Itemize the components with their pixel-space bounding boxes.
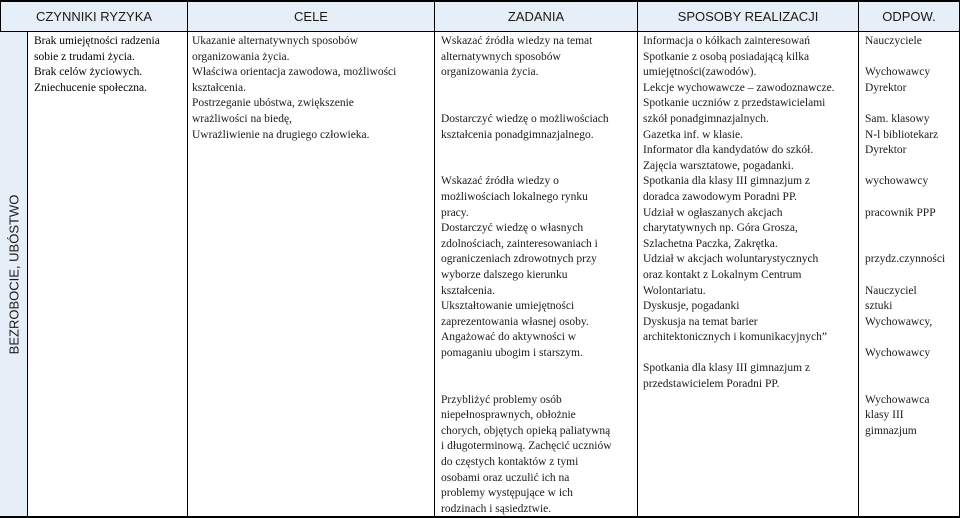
col-border-2 xyxy=(187,0,188,518)
czynniki-cell: Brak umiejętności radzenia sobie z trudami życia. Brak celów życiowych. Zniechucenie społeczna. xyxy=(34,35,160,94)
sposoby-cell: Informacja o kółkach zainteresowań Spotkanie z osobą posiadającą kilka umiejętności(zawodów). Lekcje wychowawcze – zawodoznawcze. Spotkanie uczniów z przedstawicielami szkół ponadgimnazjalnych. Gazetka inf. w klasie. Informator dla kandydatów do szkół. Zajęcia warsztatowe, pogadanki. Spotkania dla klasy III gimnazjum z doradca zawodowym Poradni PP. Udział w ogłaszanych akcjach charytatywnych np. Góra Grosza, Szlachetna Paczka, Zakrętka. Udział w akcjach woluntarystycznych oraz kontakt z Lokalnym Centrum Wolontariatu. Dyskusje, pogadanki Dyskusja na temat barier architektonicznych i komunikacyjnych” Spotkania dla klasy III gimnazjum z przedstawicielem Poradni PP. xyxy=(643,35,835,391)
col-border-5 xyxy=(858,0,859,518)
zadania-cell: Wskazać źródła wiedzy na temat alternatywnych sposobów organizowania życia. Dostarczyć wiedzę o możliwościach kształcenia ponadgimnazjalnego. Wskazać źródła wiedzy o możliwościach lokalnego rynku pracy. Dostarczyć wiedzę o własnych zdolnościach, zainteresowaniach i ograniczeniach zdrowotnych przy wyborze dalszego kierunku kształcenia. Ukształtowanie umiejętności zaprezentowania własnej osoby. Angażować do aktywności w pomaganiu ubogim i starszym. Przybliżyć problemy osób niepełnosprawnych, obłożnie chorych, objętych opieką paliatywną i długoterminową. Zachęcić uczniów do częstych kontaktów z tymi osobami oraz uczulić ich na problemy występujące w ich rodzinach i sąsiedztwie. xyxy=(441,35,612,515)
col-border-4 xyxy=(637,0,638,518)
header-zadania: ZADANIA xyxy=(435,2,637,31)
odpow-cell: Nauczyciele Wychowawcy Dyrektor Sam. klasowy N-l bibliotekarz Dyrektor wychowawcy pracownik PPP przydz.czynności Nauczyciel sztuki Wychowawcy, Wychowawcy Wychowawca klasy III gimnazjum xyxy=(865,35,946,437)
header-sposoby: SPOSOBY REALIZACJI xyxy=(638,2,858,31)
header-bottom-border xyxy=(0,31,960,32)
header-czynniki: CZYNNIKI RYZYKA xyxy=(1,2,187,31)
header-odpow: ODPOW. xyxy=(859,2,959,31)
side-label: BEZROBOCIE, UBÓSTWO xyxy=(0,32,27,516)
cele-cell: Ukazanie alternatywnych sposobów organizowania życia. Właściwa orientacja zawodowa, możliwości kształcenia. Postrzeganie ubóstwa, zwiększenie wrażliwości na biedę, Uwrażliwienie na drugiego człowieka. xyxy=(192,35,397,141)
header-cele: CELE xyxy=(188,2,434,31)
col-border-1 xyxy=(27,32,28,518)
col-border-3 xyxy=(434,0,435,518)
